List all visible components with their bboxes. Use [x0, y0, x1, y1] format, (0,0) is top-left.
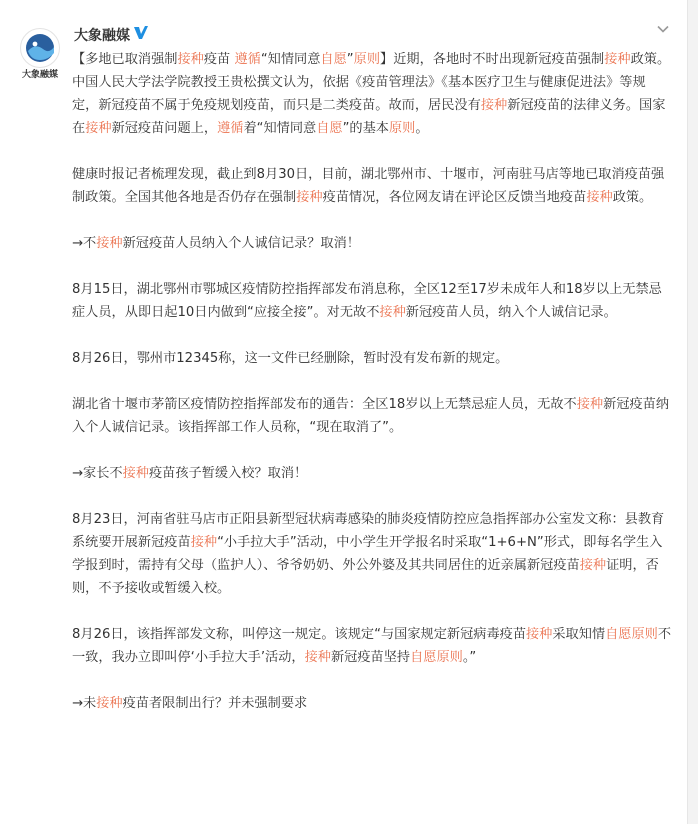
post-paragraph	[72, 393, 672, 439]
keyword-link[interactable]: 自愿	[316, 121, 343, 136]
post-text-segment: 湖北省十堰市茅箭区疫情防控指挥部发布的通告：全区18岁以上无禁忌症人员，无故不	[72, 397, 577, 412]
post-paragraph	[72, 462, 672, 485]
post-text-segment: 着“知情同意	[243, 121, 317, 136]
post-paragraph	[72, 278, 672, 324]
keyword-link[interactable]: 接种	[379, 305, 406, 320]
elephant-logo-icon	[21, 29, 59, 67]
avatar-label: 大象融媒	[21, 70, 58, 80]
post-text-segment: 政策。	[612, 190, 653, 205]
post-paragraph	[72, 48, 672, 140]
post-paragraph	[72, 623, 672, 669]
post-text-segment: 疫苗者限制出行？并未强制要求	[122, 696, 308, 711]
post-text-segment: 新冠疫苗问题上，	[111, 121, 218, 136]
post-paragraph	[72, 508, 672, 600]
keyword-link[interactable]: 接种	[177, 52, 204, 67]
keyword-link[interactable]: 接种	[604, 52, 631, 67]
post-text-segment: 【多地已取消强制	[72, 52, 178, 67]
post-text-segment: 新冠疫苗人员纳入个人诚信记录？取消！	[122, 236, 360, 251]
keyword-link[interactable]: 原则	[353, 52, 381, 67]
keyword-link[interactable]: 接种	[526, 627, 553, 642]
keyword-link[interactable]: 接种	[85, 121, 112, 136]
post-text-segment: 证明，否则，不予接收或暂缓入校。	[72, 558, 659, 596]
keyword-link[interactable]: 接种	[576, 397, 604, 412]
post-text-segment: ”的基本	[342, 121, 389, 136]
keyword-link[interactable]: 原则	[436, 650, 463, 665]
post-text-segment: 政策。中国人民大学法学院教授王贵松撰文认为，依据《疫苗管理法》《基本医疗卫生与健康促进法》等规定，新冠疫苗不属于免疫规划疫苗，而只是二类疫苗。故而，居民没有	[72, 52, 671, 113]
post-text-segment: 疫苗	[203, 52, 235, 67]
author-name[interactable]: 大象融媒	[74, 28, 130, 44]
keyword-link[interactable]: 接种	[122, 466, 149, 481]
post-text-segment: 新冠疫苗的法律义务。国家在	[72, 98, 666, 136]
keyword-link[interactable]: 接种	[96, 696, 123, 711]
post-text-segment: 新冠疫苗坚持	[330, 650, 411, 665]
post-text-segment: ”	[346, 52, 354, 67]
post-text-segment: 8月23日，河南省驻马店市正阳县新型冠状病毒感染的肺炎疫情防控应急指挥部办公室发文称：县教育系统要开展新冠疫苗	[72, 512, 665, 550]
post-text-segment: 不一致，我办立即叫停‘小手拉大手’活动，	[72, 627, 672, 665]
avatar[interactable]	[20, 28, 60, 68]
keyword-link[interactable]: 遵循	[217, 121, 244, 136]
keyword-link[interactable]: 接种	[579, 558, 607, 573]
keyword-link[interactable]: 接种	[296, 190, 323, 205]
post-text-segment: 新冠疫苗人员，纳入个人诚信记录。	[405, 305, 617, 320]
scrollbar[interactable]	[688, 0, 698, 824]
keyword-link[interactable]: 接种	[586, 190, 613, 205]
keyword-link[interactable]: 原则	[389, 121, 416, 136]
post-text-segment: 疫苗情况，各位网友请在评论区反馈当地疫苗	[322, 190, 587, 205]
post-text-segment: 】近期，各地时不时出现新冠疫苗强制	[380, 52, 605, 67]
verified-badge-icon	[133, 25, 149, 41]
post-paragraph	[72, 347, 672, 370]
keyword-link[interactable]: 接种	[480, 98, 508, 113]
post-text-segment: 8月26日，该指挥部发文称，叫停这一规定。该规定“与国家规定新冠病毒疫苗	[72, 627, 526, 642]
keyword-link[interactable]: 接种	[304, 650, 331, 665]
keyword-link[interactable]: 自愿	[320, 52, 347, 67]
post-text-segment: 采取知情	[552, 627, 606, 642]
post-text-segment: 8月15日，湖北鄂州市鄂城区疫情防控指挥部发布消息称，全区12至17岁未成年人和18岁以上无禁忌症人员，从即日起10日内做到“应接全接”。对无故不	[72, 282, 662, 320]
post-text-segment: →不	[72, 236, 97, 251]
post-text-segment: 健康时报记者梳理发现，截止到8月30日，目前，湖北鄂州市、十堰市，河南驻马店等地已取消疫苗强制政策。全国其他各地是否仍存在强制	[72, 167, 665, 205]
post-text-segment: 。”	[462, 650, 477, 665]
post-text-segment: →家长不	[72, 466, 123, 481]
keyword-link[interactable]: 自愿	[605, 627, 632, 642]
keyword-link[interactable]: 接种	[190, 535, 218, 550]
post-paragraph	[72, 163, 672, 209]
post-paragraph	[72, 692, 672, 715]
post-text-segment: 新冠疫苗纳入个人诚信记录。该指挥部工作人员称，“现在取消了”。	[72, 397, 670, 435]
post-text-segment: 。	[415, 121, 429, 136]
post-text-segment: 8月26日，鄂州市12345称，这一文件已经删除，暂时没有发布新的规定。	[72, 351, 509, 366]
post-text	[72, 48, 672, 738]
keyword-link[interactable]: 原则	[631, 627, 658, 642]
keyword-link[interactable]: 接种	[96, 236, 123, 251]
chevron-down-icon[interactable]	[656, 22, 670, 36]
keyword-link[interactable]: 遵循	[234, 52, 261, 67]
post-text-segment: “知情同意	[260, 52, 321, 67]
post-text-segment: “小手拉大手”活动，中小学生开学报名时采取“1+6+N”形式，即每名学生入学报到时，需持有父母（监护人）、爷爷奶奶、外公外婆及其共同居住的近亲属新冠疫苗	[72, 535, 663, 573]
post-text-segment: →未	[72, 696, 97, 711]
post-text-segment: 疫苗孩子暂缓入校？取消！	[149, 466, 308, 481]
keyword-link[interactable]: 自愿	[410, 650, 437, 665]
post-paragraph	[72, 232, 672, 255]
